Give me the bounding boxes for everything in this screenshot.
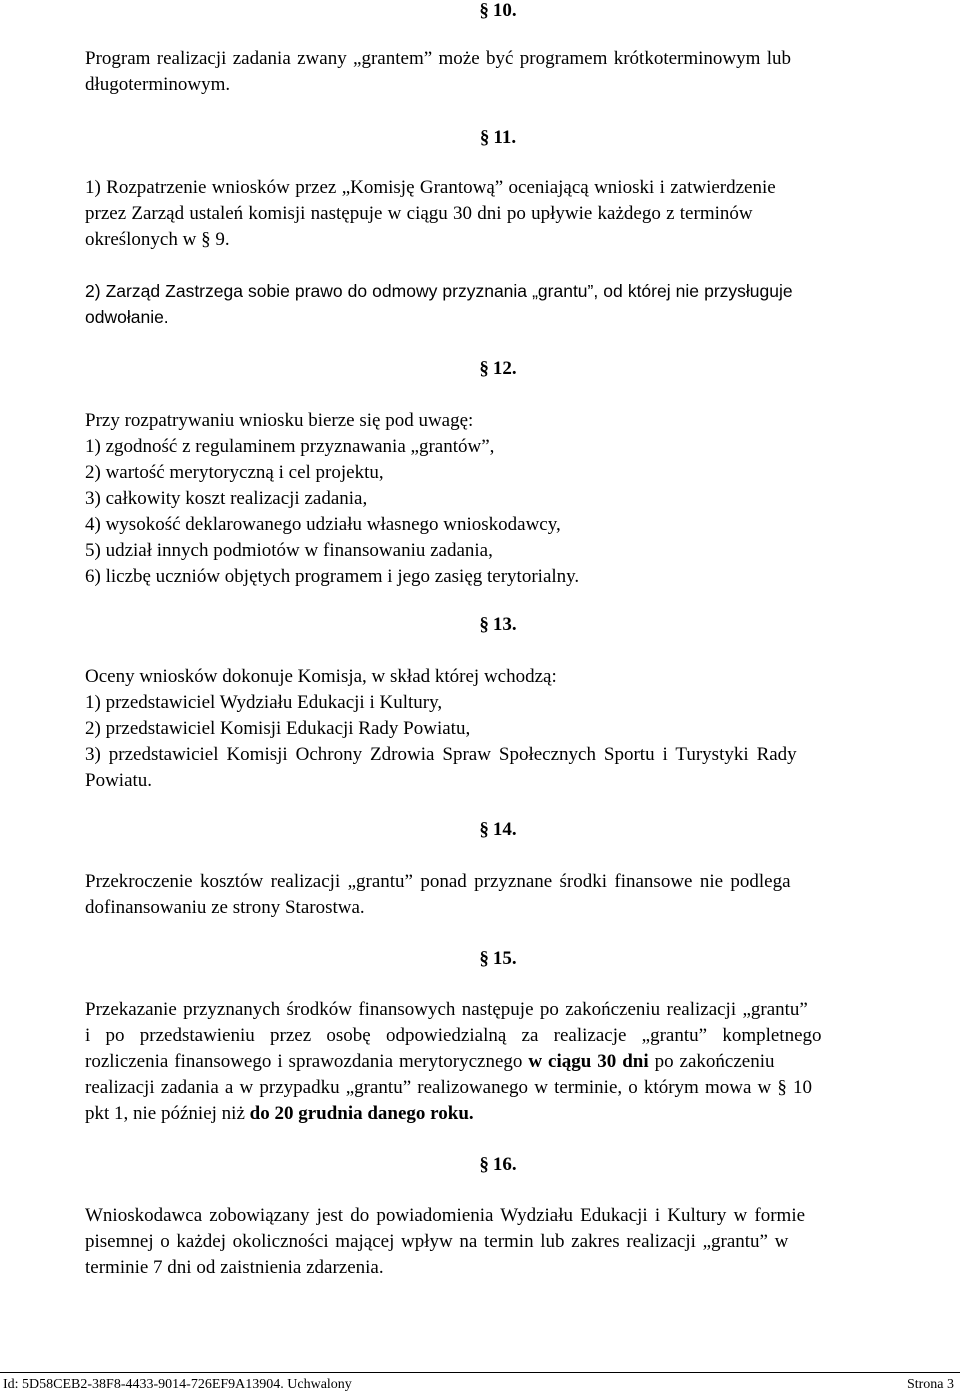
section-heading-14 (18, 817, 960, 843)
list-item: 1) przedstawiciel Wydziału Edukacji i Kultury, (85, 692, 443, 713)
text-line: Program realizacji zadania zwany „grantem” może być programem krótkoterminowym lub (85, 48, 792, 69)
text-line: terminie 7 dni od zaistnienia zdarzenia. (85, 1257, 384, 1278)
section-heading-15 (18, 946, 960, 972)
list-item: Powiatu. (85, 770, 153, 791)
text-line: przez Zarząd ustaleń komisji następuje w ciągu 30 dni po upływie każdego z terminów (85, 203, 753, 224)
text-line: Przy rozpatrywaniu wniosku bierze się pod uwagę: (85, 410, 474, 431)
section-mark: § (479, 819, 489, 840)
paragraph-11-2 (85, 278, 922, 330)
paragraph-10 (85, 46, 922, 98)
paragraph-13 (85, 664, 922, 794)
section-mark: § (479, 358, 489, 379)
text-line: pisemnej o każdej okoliczności mającej wpływ na termin lub zakres realizacji „grantu” w (85, 1231, 789, 1252)
emphasis-deadline: w ciągu 30 dni (528, 1051, 649, 1072)
list-item: 6) liczbę uczniów objętych programem i jego zasięg terytorialny. (85, 566, 580, 587)
list-item: 3) przedstawiciel Komisji Ochrony Zdrowia Spraw Społecznych Sportu i Turystyki Rady (85, 744, 797, 765)
section-mark: § (479, 948, 489, 969)
emphasis-date: do 20 grudnia danego roku. (249, 1103, 474, 1124)
section-number: 12. (492, 358, 517, 379)
paragraph-12 (85, 408, 922, 590)
section-mark: § (479, 0, 489, 21)
list-item: 5) udział innych podmiotów w finansowaniu zadania, (85, 540, 493, 561)
text-line: realizacji zadania a w przypadku „grantu” realizowanego w terminie, o którym mowa w § 10 (85, 1077, 813, 1098)
text-segment: po zakończeniu (654, 1051, 775, 1072)
footer-page-number: Strona 3 (906, 1377, 954, 1392)
footer-document-id: Id: 5D58CEB2-38F8-4433-9014-726EF9A13904. Uchwalony (3, 1377, 352, 1392)
text-line: 2) Zarząd Zastrzega sobie prawo do odmowy przyznania „grantu”, od której nie przysługuje (85, 281, 793, 301)
list-item: 1) zgodność z regulaminem przyznawania „grantów”, (85, 436, 495, 457)
list-item: 4) wysokość deklarowanego udziału własnego wnioskodawcy, (85, 514, 561, 535)
list-item: 2) przedstawiciel Komisji Edukacji Rady Powiatu, (85, 718, 471, 739)
section-number: 13. (492, 614, 517, 635)
text-line: Przekroczenie kosztów realizacji „grantu” ponad przyznane środki finansowe nie podlega (85, 871, 791, 892)
section-number: 14. (492, 819, 517, 840)
section-mark: § (479, 1154, 489, 1175)
section-mark: § (479, 614, 489, 635)
section-number: 10. (492, 0, 517, 21)
text-line (85, 1101, 922, 1127)
section-number: 16. (492, 1154, 517, 1175)
list-item: 2) wartość merytoryczną i cel projektu, (85, 462, 384, 483)
section-heading-13 (18, 612, 960, 638)
text-line: długoterminowym. (85, 74, 231, 95)
text-segment: pkt 1, nie później niż (85, 1103, 245, 1124)
text-line: dofinansowaniu ze strony Starostwa. (85, 897, 365, 918)
text-line: określonych w § 9. (85, 229, 230, 250)
text-line: Wnioskodawca zobowiązany jest do powiadomienia Wydziału Edukacji i Kultury w formie (85, 1205, 806, 1226)
text-segment: rozliczenia finansowego i sprawozdania merytorycznego (85, 1051, 523, 1072)
paragraph-15 (85, 997, 922, 1127)
section-mark: § (479, 127, 490, 148)
text-line: i po przedstawieniu przez osobę odpowiedzialną za realizacje „grantu” kompletnego (85, 1025, 822, 1046)
section-number: 11. (493, 127, 517, 148)
section-heading-12 (18, 356, 960, 382)
footer-divider (0, 1372, 960, 1373)
paragraph-14 (85, 869, 922, 921)
paragraph-16 (85, 1203, 922, 1281)
text-line: 1) Rozpatrzenie wniosków przez „Komisję Grantową” oceniającą wnioski i zatwierdzenie (85, 177, 776, 198)
section-heading-16 (18, 1152, 960, 1178)
section-number: 15. (492, 948, 517, 969)
section-heading-11 (18, 125, 960, 151)
text-line: Przekazanie przyznanych środków finansowych następuje po zakończeniu realizacji „grantu” (85, 999, 808, 1020)
section-heading-10 (18, 0, 960, 24)
text-line: odwołanie. (85, 307, 169, 327)
list-item: 3) całkowity koszt realizacji zadania, (85, 488, 368, 509)
text-line (85, 1049, 922, 1075)
text-line: Oceny wniosków dokonuje Komisja, w skład której wchodzą: (85, 666, 557, 687)
paragraph-11-1 (85, 175, 922, 253)
